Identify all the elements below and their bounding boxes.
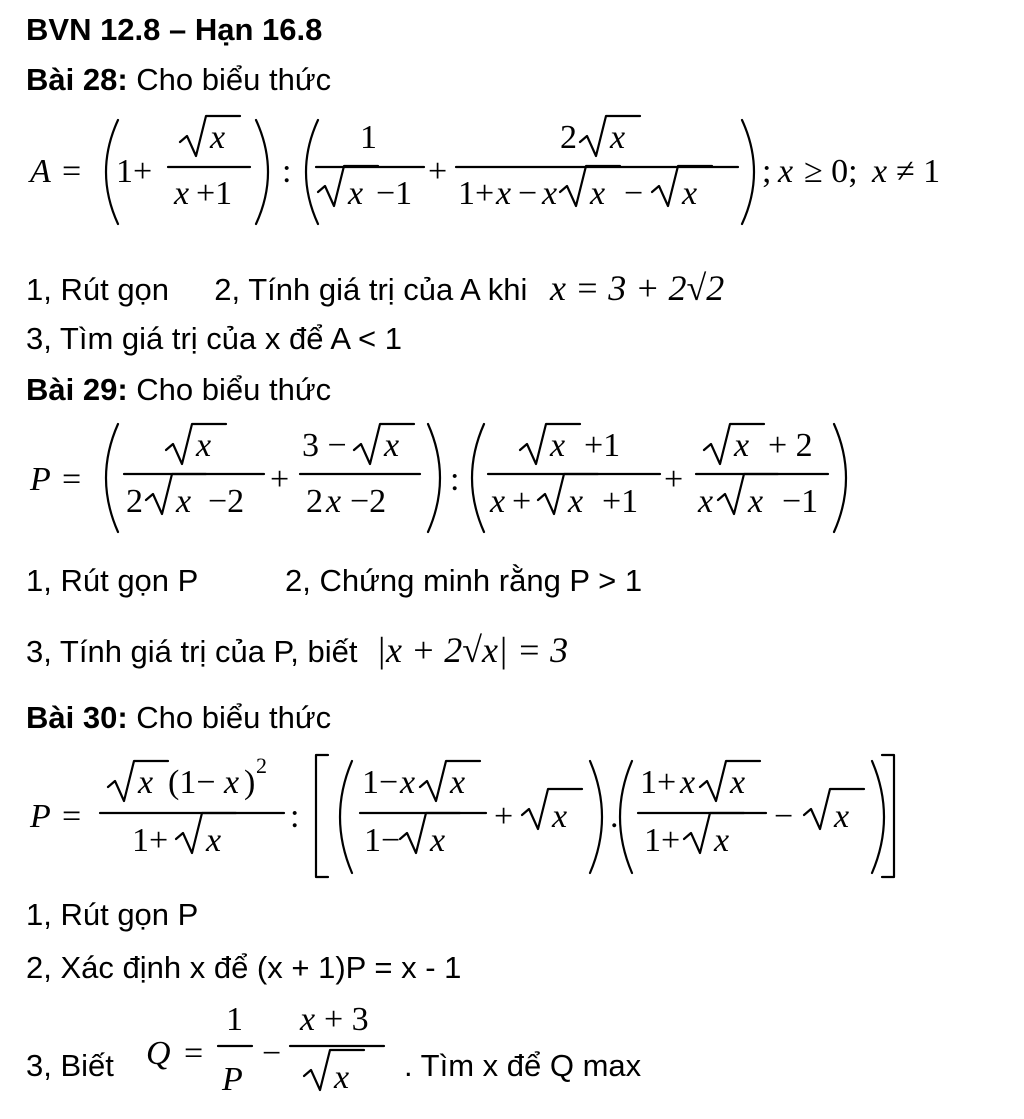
svg-text:x: x — [872, 153, 888, 190]
svg-text:x: x — [778, 153, 794, 190]
problem-29-part-3: 3, Tính giá trị của P, biết — [26, 634, 358, 669]
problem-30-part-2: 2, Xác định x để (x + 1)P = x - 1 — [26, 950, 462, 985]
problem-30-intro: Cho biểu thức — [136, 700, 332, 735]
svg-text:x: x — [384, 427, 400, 464]
svg-text:1+: 1+ — [132, 822, 169, 859]
svg-text:x: x — [400, 764, 416, 801]
svg-text:x: x — [748, 483, 764, 520]
svg-text:2: 2 — [306, 483, 323, 520]
svg-text:+1: +1 — [584, 427, 621, 464]
svg-text:x: x — [698, 483, 714, 520]
svg-text:x: x — [430, 822, 446, 859]
svg-text:3 −: 3 − — [302, 427, 347, 464]
svg-text:−2: −2 — [350, 483, 387, 520]
svg-text::: : — [290, 798, 300, 835]
problem-28-part-1: 1, Rút gọn — [26, 272, 170, 307]
svg-text:A: A — [30, 153, 51, 190]
svg-text:x: x — [834, 798, 850, 835]
svg-text:2: 2 — [560, 119, 577, 156]
svg-text:x: x — [734, 427, 750, 464]
formula-A-text — [0, 0, 1, 1]
problem-28-intro: Cho biểu thức — [136, 62, 332, 97]
svg-text:1−: 1− — [362, 764, 399, 801]
svg-text:): ) — [244, 764, 256, 801]
formula-Q — [140, 1000, 420, 1110]
problem-29-part-3-expr: |x + 2√x| = 3 — [376, 630, 569, 670]
problem-28-heading — [26, 64, 331, 95]
svg-text:1+: 1+ — [116, 153, 153, 190]
svg-text:x: x — [196, 427, 212, 464]
problem-30-heading — [26, 702, 331, 733]
svg-text:x: x — [610, 119, 626, 156]
svg-text:−: − — [774, 798, 794, 835]
problem-29-intro: Cho biểu thức — [136, 372, 332, 407]
problem-28-parts-line — [26, 270, 724, 306]
problem-29-part-1: 1, Rút gọn P — [26, 563, 198, 598]
svg-text:P: P — [222, 1061, 243, 1098]
svg-text:x: x — [210, 119, 226, 156]
svg-text:x: x — [206, 822, 222, 859]
svg-text:+: + — [512, 483, 532, 520]
svg-text:x: x — [542, 175, 558, 212]
problem-28-part-3: 3, Tìm giá trị của x để A < 1 — [26, 321, 402, 356]
svg-text:=: = — [184, 1035, 204, 1072]
svg-text:(1−: (1− — [168, 764, 216, 801]
svg-text:1: 1 — [226, 1001, 243, 1038]
svg-text:x: x — [300, 1001, 316, 1038]
formula-P30-text — [0, 0, 1, 1]
formula-P29 — [0, 410, 1000, 550]
svg-text:x: x — [326, 483, 342, 520]
svg-text:x: x — [174, 175, 190, 212]
svg-text:−: − — [262, 1035, 282, 1072]
svg-text:;: ; — [762, 153, 772, 190]
svg-text:=: = — [62, 798, 82, 835]
svg-text:x: x — [552, 798, 568, 835]
svg-text::: : — [282, 153, 292, 190]
svg-text:2: 2 — [126, 483, 143, 520]
problem-30-part-3-tail: . Tìm x để Q max — [404, 1048, 642, 1083]
svg-text:+: + — [428, 153, 448, 190]
svg-text:x: x — [550, 427, 566, 464]
svg-text:x: x — [224, 764, 240, 801]
svg-text:1+: 1+ — [644, 822, 681, 859]
svg-text:−1: −1 — [376, 175, 413, 212]
formula-P30 — [0, 745, 1000, 885]
svg-text:−2: −2 — [208, 483, 245, 520]
svg-text:x: x — [334, 1059, 350, 1096]
svg-text:x: x — [568, 483, 584, 520]
problem-30-label: Bài 30: — [26, 700, 128, 735]
svg-text:≠ 1: ≠ 1 — [896, 153, 941, 190]
svg-text:+: + — [494, 798, 514, 835]
problem-29-parts-line — [26, 565, 642, 596]
svg-text:x: x — [682, 175, 698, 212]
svg-text:+ 2: + 2 — [768, 427, 813, 464]
svg-text:x: x — [714, 822, 730, 859]
formula-A — [0, 100, 1000, 250]
svg-text:+1: +1 — [602, 483, 639, 520]
problem-29-label: Bài 29: — [26, 372, 128, 407]
svg-text:2: 2 — [256, 753, 267, 778]
svg-text:P: P — [30, 461, 51, 498]
svg-text:+: + — [664, 461, 684, 498]
svg-text:x: x — [680, 764, 696, 801]
problem-28-label: Bài 28: — [26, 62, 128, 97]
svg-text:x: x — [490, 483, 506, 520]
problem-29-heading — [26, 374, 331, 405]
problem-30-part-3-label: 3, Biết — [26, 1048, 114, 1083]
svg-text:−: − — [624, 175, 644, 212]
svg-text:x: x — [176, 483, 192, 520]
svg-text:+1: +1 — [196, 175, 233, 212]
page-title: BVN 12.8 – Hạn 16.8 — [26, 12, 323, 47]
svg-text:1+: 1+ — [458, 175, 495, 212]
svg-text:1+: 1+ — [640, 764, 677, 801]
svg-text:+ 3: + 3 — [324, 1001, 369, 1038]
svg-text:=: = — [62, 153, 82, 190]
problem-29-part-2: 2, Chứng minh rằng P > 1 — [285, 563, 643, 598]
problem-30-part-1: 1, Rút gọn P — [26, 897, 199, 932]
svg-text:−: − — [518, 175, 538, 212]
problem-28-part-2: 2, Tính giá trị của A khi — [214, 272, 528, 307]
svg-text:x: x — [590, 175, 606, 212]
problem-29-part-3-line — [26, 632, 568, 668]
svg-text:x: x — [730, 764, 746, 801]
svg-text:Q: Q — [146, 1035, 171, 1072]
svg-text:x: x — [450, 764, 466, 801]
svg-text:≥ 0;: ≥ 0; — [804, 153, 858, 190]
svg-text:.: . — [610, 798, 619, 835]
svg-text:+: + — [270, 461, 290, 498]
svg-text:x: x — [348, 175, 364, 212]
svg-text:1−: 1− — [364, 822, 401, 859]
svg-text:−1: −1 — [782, 483, 819, 520]
svg-text::: : — [450, 461, 460, 498]
svg-text:x: x — [496, 175, 512, 212]
formula-P29-text — [0, 0, 1, 1]
svg-text:P: P — [30, 798, 51, 835]
svg-text:1: 1 — [360, 119, 377, 156]
svg-text:=: = — [62, 461, 82, 498]
problem-28-part-2-expr: x = 3 + 2√2 — [549, 268, 725, 308]
svg-text:x: x — [138, 764, 154, 801]
